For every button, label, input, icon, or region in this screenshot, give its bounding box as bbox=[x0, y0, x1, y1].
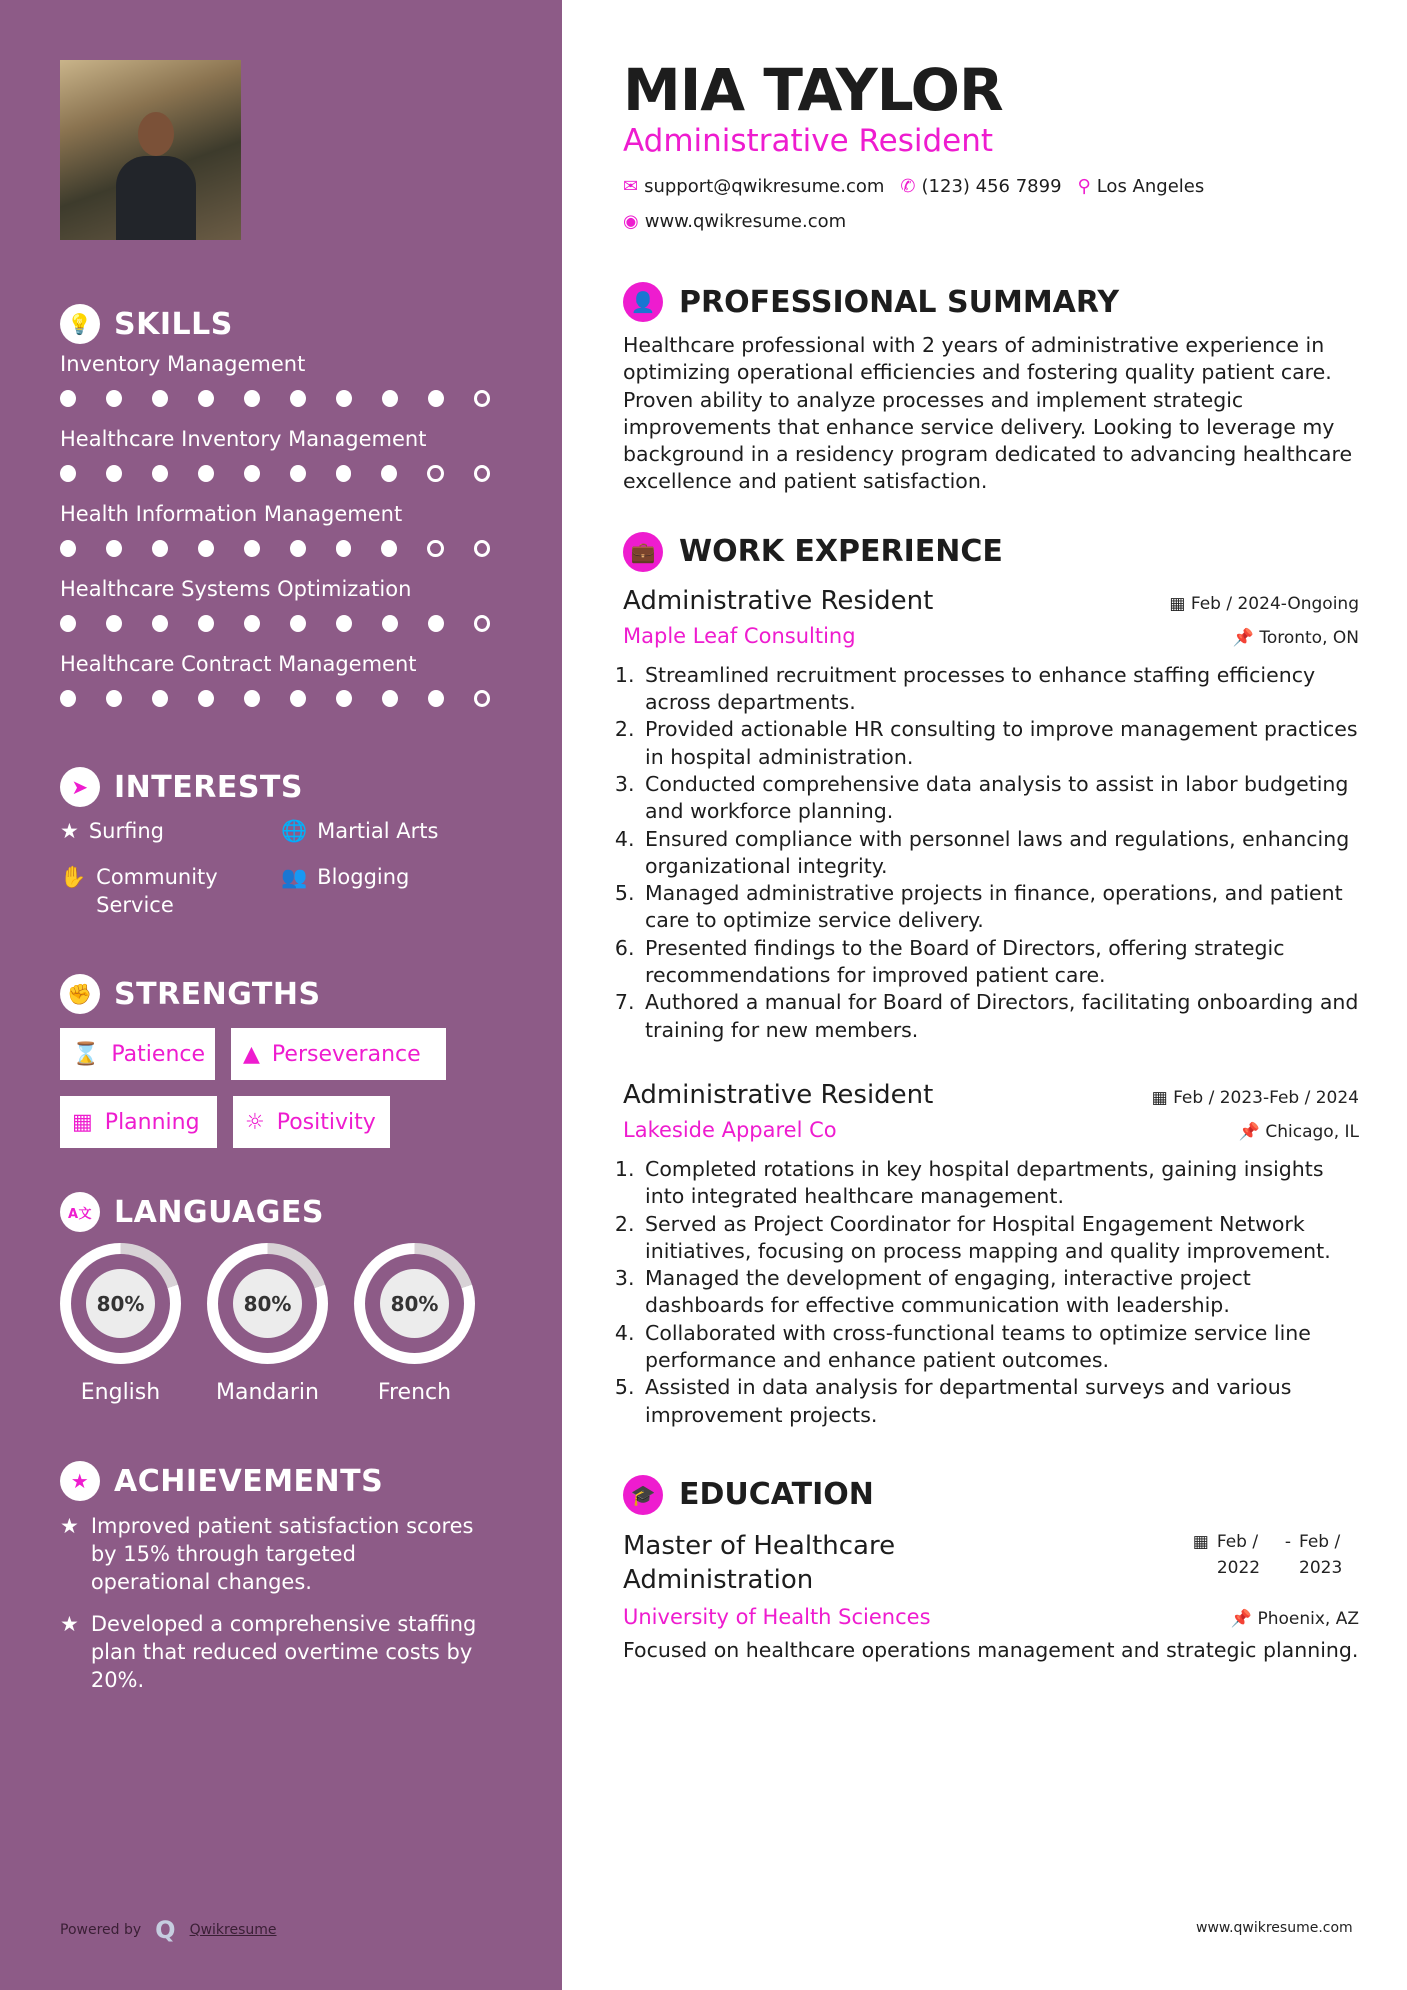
job-bullet: 5. Managed administrative projects in finance, operations, and patient care to optimize service delivery. bbox=[641, 880, 1359, 935]
skill-item bbox=[60, 502, 520, 557]
achievements-title: ACHIEVEMENTS bbox=[114, 1463, 384, 1499]
strength-label: Positivity bbox=[276, 1109, 376, 1135]
summary-heading bbox=[623, 282, 1359, 322]
rating-dot bbox=[428, 690, 444, 707]
globe-icon: ◉ bbox=[623, 211, 639, 232]
strength-label: Planning bbox=[104, 1109, 200, 1135]
rating-dot bbox=[474, 465, 490, 482]
rating-dot bbox=[60, 390, 76, 407]
rating-dot bbox=[244, 540, 260, 557]
achievements-heading bbox=[60, 1461, 383, 1501]
interests-heading bbox=[60, 767, 303, 807]
hand-icon: ✋ bbox=[60, 865, 87, 889]
strengths-title: STRENGTHS bbox=[114, 976, 321, 1012]
school-name: University of Health Sciences bbox=[623, 1604, 931, 1629]
rating-dot bbox=[60, 615, 76, 632]
job-dates: Feb / 2024-Ongoing bbox=[1190, 593, 1359, 614]
powered-by bbox=[60, 1916, 277, 1944]
calendar-icon: ▦ bbox=[1192, 1531, 1209, 1552]
pushpin-icon: 📌 bbox=[1238, 1121, 1260, 1142]
skill-name: Healthcare Inventory Management bbox=[60, 427, 427, 451]
paper-plane-icon: ➤ bbox=[60, 767, 100, 807]
languages-heading bbox=[60, 1192, 324, 1232]
star-icon: ★ bbox=[60, 1612, 79, 1636]
graduate-icon: 🎓 bbox=[623, 1475, 663, 1515]
education-school-row bbox=[623, 1605, 1359, 1629]
achievement-text: Developed a comprehensive staffing plan that reduced overtime costs by 20%. bbox=[90, 1612, 477, 1692]
job-dates: Feb / 2023-Feb / 2024 bbox=[1173, 1087, 1359, 1108]
job-bullet: 1. Completed rotations in key hospital departments, gaining insights into integrated healthcare management. bbox=[641, 1156, 1359, 1211]
phone-icon: ✆ bbox=[900, 176, 916, 197]
rating-dot bbox=[290, 690, 306, 707]
email-link[interactable]: support@qwikresume.com bbox=[644, 176, 885, 197]
interest-label: Surfing bbox=[88, 819, 164, 843]
qwikresume-logo-icon: Q bbox=[155, 1916, 176, 1944]
phone-text: (123) 456 7899 bbox=[921, 176, 1062, 197]
language-percent: 80% bbox=[86, 1269, 155, 1338]
skill-rating bbox=[60, 390, 520, 407]
website-row bbox=[623, 211, 1359, 232]
pushpin-icon: 📌 bbox=[1232, 627, 1254, 648]
qwikresume-link[interactable]: Qwikresume bbox=[189, 1922, 277, 1938]
contact-row bbox=[623, 176, 1359, 197]
road-icon: ▲ bbox=[243, 1041, 260, 1067]
fist-icon: ✊ bbox=[60, 974, 100, 1014]
rating-dot bbox=[152, 540, 168, 557]
rating-dot bbox=[290, 615, 306, 632]
rating-dot bbox=[428, 615, 444, 632]
rating-dot bbox=[198, 690, 214, 707]
rating-dot bbox=[244, 465, 260, 482]
degree-title: Master of Healthcare Administration bbox=[623, 1530, 896, 1595]
strength-tag bbox=[60, 1096, 217, 1148]
company-name: Lakeside Apparel Co bbox=[623, 1117, 837, 1142]
interests-title: INTERESTS bbox=[114, 769, 303, 805]
rating-dot bbox=[290, 465, 306, 482]
skill-item bbox=[60, 427, 520, 482]
language-item bbox=[60, 1243, 181, 1405]
interest-item bbox=[60, 863, 260, 919]
job-bullet: 1. Streamlined recruitment processes to enhance staffing efficiency across departments. bbox=[641, 662, 1359, 717]
skill-name: Health Information Management bbox=[60, 502, 403, 526]
job-bullet: 5. Assisted in data analysis for departmental surveys and various improvement projects. bbox=[641, 1374, 1359, 1429]
education-title: EDUCATION bbox=[679, 1477, 874, 1513]
strength-label: Patience bbox=[111, 1041, 206, 1067]
skill-rating bbox=[60, 615, 520, 632]
language-progress-ring bbox=[60, 1243, 181, 1364]
language-item bbox=[207, 1243, 328, 1405]
skill-rating bbox=[60, 465, 520, 482]
skill-item bbox=[60, 652, 520, 707]
rating-dot bbox=[382, 690, 398, 707]
users-icon: 👥 bbox=[281, 865, 308, 889]
skill-name: Inventory Management bbox=[60, 352, 306, 376]
rating-dot bbox=[474, 615, 490, 632]
job-bullet: 2. Served as Project Coordinator for Hospital Engagement Network initiatives, focusing on process mapping and quality improvement. bbox=[641, 1211, 1359, 1266]
language-name: French bbox=[377, 1380, 452, 1405]
rating-dot bbox=[152, 690, 168, 707]
company-name: Maple Leaf Consulting bbox=[623, 623, 856, 648]
summary-text: Healthcare professional with 2 years of administrative experience in optimizing operational efficiencies and fostering quality patient care. Proven ability to analyze processes and implement strategic improvements that enhance service delivery. Looking to leverage my background in a residency program dedicated to advancing healthcare excellence and patient satisfaction. bbox=[623, 333, 1353, 494]
education-end: Feb / 2023 bbox=[1299, 1531, 1343, 1578]
education-start: Feb / 2022 bbox=[1216, 1531, 1261, 1578]
rating-dot bbox=[381, 540, 397, 557]
rating-dot bbox=[198, 390, 214, 407]
star-icon: ★ bbox=[60, 1514, 79, 1538]
strength-label: Perseverance bbox=[271, 1041, 421, 1067]
website-link[interactable]: www.qwikresume.com bbox=[644, 211, 847, 232]
language-progress-ring bbox=[207, 1243, 328, 1364]
skill-rating bbox=[60, 690, 520, 707]
strengths-heading bbox=[60, 974, 321, 1014]
education-row bbox=[623, 1529, 1359, 1597]
star-badge-icon: ★ bbox=[60, 1461, 100, 1501]
job-location: Chicago, IL bbox=[1265, 1121, 1359, 1142]
map-pin-icon: ⚲ bbox=[1077, 176, 1091, 197]
translate-icon: A文 bbox=[60, 1192, 100, 1232]
job-title: Administrative Resident bbox=[623, 1079, 934, 1110]
sun-icon: ☼ bbox=[245, 1109, 265, 1135]
rating-dot bbox=[106, 390, 122, 407]
rating-dot bbox=[244, 390, 260, 407]
summary-title: PROFESSIONAL SUMMARY bbox=[679, 284, 1120, 320]
interest-item bbox=[60, 817, 164, 845]
achievement-item bbox=[60, 1512, 480, 1596]
globe-icon: 🌐 bbox=[281, 819, 308, 843]
job-entry bbox=[623, 586, 1359, 1044]
rating-dot bbox=[474, 690, 490, 707]
job-bullet: 4. Ensured compliance with personnel laws and regulations, enhancing organizational integrity. bbox=[641, 826, 1359, 881]
rating-dot bbox=[244, 615, 260, 632]
education-dates bbox=[1193, 1529, 1359, 1581]
rating-dot bbox=[336, 615, 352, 632]
rating-dot bbox=[427, 540, 443, 557]
achievement-item bbox=[60, 1610, 480, 1694]
rating-dot bbox=[427, 465, 443, 482]
job-bullet: 2. Provided actionable HR consulting to improve management practices in hospital administration. bbox=[641, 716, 1359, 771]
rating-dot bbox=[336, 390, 352, 407]
language-percent: 80% bbox=[233, 1269, 302, 1338]
education-location: Phoenix, AZ bbox=[1257, 1608, 1359, 1629]
envelope-icon: ✉ bbox=[623, 176, 639, 197]
rating-dot bbox=[152, 465, 168, 482]
language-item bbox=[354, 1243, 475, 1405]
rating-dot bbox=[106, 615, 122, 632]
date-separator: - bbox=[1284, 1531, 1291, 1552]
skills-heading bbox=[60, 304, 233, 344]
main-content bbox=[623, 0, 1359, 1664]
rating-dot bbox=[244, 690, 260, 707]
education-description: Focused on healthcare operations management and strategic planning. bbox=[623, 1637, 1359, 1662]
rating-dot bbox=[106, 540, 122, 557]
skill-item bbox=[60, 352, 520, 407]
skill-item bbox=[60, 577, 520, 632]
rating-dot bbox=[474, 390, 490, 407]
rating-dot bbox=[198, 465, 214, 482]
rating-dot bbox=[428, 390, 444, 407]
rating-dot bbox=[290, 390, 306, 407]
candidate-title: Administrative Resident bbox=[623, 123, 994, 159]
skills-title: SKILLS bbox=[114, 306, 233, 342]
skill-name: Healthcare Contract Management bbox=[60, 652, 417, 676]
calendar-icon: ▦ bbox=[72, 1109, 93, 1135]
job-title: Administrative Resident bbox=[623, 585, 934, 616]
powered-by-label: Powered by bbox=[60, 1922, 142, 1938]
rating-dot bbox=[198, 615, 214, 632]
calendar-icon: ▦ bbox=[1169, 593, 1186, 614]
skill-name: Healthcare Systems Optimization bbox=[60, 577, 412, 601]
location-text: Los Angeles bbox=[1096, 176, 1205, 197]
rating-dot bbox=[152, 390, 168, 407]
education-heading bbox=[623, 1475, 1359, 1515]
rating-dot bbox=[60, 690, 76, 707]
job-bullets bbox=[641, 1156, 1359, 1429]
strength-tag bbox=[233, 1096, 390, 1148]
strength-tag bbox=[60, 1028, 215, 1080]
work-title: WORK EXPERIENCE bbox=[679, 534, 1003, 570]
language-progress-ring bbox=[354, 1243, 475, 1364]
calendar-icon: ▦ bbox=[1151, 1087, 1168, 1108]
rating-dot bbox=[198, 540, 214, 557]
sidebar bbox=[0, 0, 562, 1990]
star-icon: ★ bbox=[60, 819, 79, 843]
job-bullet: 6. Presented findings to the Board of Directors, offering strategic recommendations for improved patient care. bbox=[641, 935, 1359, 990]
job-entry bbox=[623, 1080, 1359, 1429]
job-bullet: 4. Collaborated with cross-functional teams to optimize service line performance and enhance patient outcomes. bbox=[641, 1320, 1359, 1375]
interest-item bbox=[281, 817, 438, 845]
rating-dot bbox=[106, 465, 122, 482]
rating-dot bbox=[382, 615, 398, 632]
hourglass-icon: ⌛ bbox=[72, 1041, 100, 1067]
briefcase-icon: 💼 bbox=[623, 532, 663, 572]
rating-dot bbox=[152, 615, 168, 632]
skill-rating bbox=[60, 540, 520, 557]
interest-label: Community Service bbox=[96, 865, 218, 917]
job-bullet: 3. Conducted comprehensive data analysis to assist in labor budgeting and workforce planning. bbox=[641, 771, 1359, 826]
rating-dot bbox=[60, 465, 76, 482]
job-bullet: 3. Managed the development of engaging, interactive project dashboards for effective communication with leadership. bbox=[641, 1265, 1359, 1320]
job-bullets bbox=[641, 662, 1359, 1044]
rating-dot bbox=[381, 465, 397, 482]
rating-dot bbox=[290, 540, 306, 557]
job-bullet: 7. Authored a manual for Board of Directors, facilitating onboarding and training for new members. bbox=[641, 989, 1359, 1044]
interest-label: Martial Arts bbox=[317, 819, 439, 843]
interest-label: Blogging bbox=[317, 865, 410, 889]
rating-dot bbox=[336, 690, 352, 707]
rating-dot bbox=[336, 540, 352, 557]
language-percent: 80% bbox=[380, 1269, 449, 1338]
job-location: Toronto, ON bbox=[1259, 627, 1359, 648]
language-name: English bbox=[80, 1380, 161, 1405]
user-icon: 👤 bbox=[623, 282, 663, 322]
lightbulb-icon: 💡 bbox=[60, 304, 100, 344]
rating-dot bbox=[382, 390, 398, 407]
rating-dot bbox=[474, 540, 490, 557]
achievement-text: Improved patient satisfaction scores by 15% through targeted operational changes. bbox=[90, 1514, 474, 1594]
rating-dot bbox=[106, 690, 122, 707]
language-name: Mandarin bbox=[216, 1380, 319, 1405]
strength-tag bbox=[231, 1028, 446, 1080]
rating-dot bbox=[336, 465, 352, 482]
candidate-name: MIA TAYLOR bbox=[623, 56, 1003, 124]
footer-website: www.qwikresume.com bbox=[1196, 1920, 1353, 1936]
rating-dot bbox=[60, 540, 76, 557]
profile-photo bbox=[60, 60, 241, 240]
languages-title: LANGUAGES bbox=[114, 1194, 324, 1230]
work-heading bbox=[623, 532, 1359, 572]
pushpin-icon: 📌 bbox=[1230, 1608, 1253, 1629]
interest-item bbox=[281, 863, 409, 891]
